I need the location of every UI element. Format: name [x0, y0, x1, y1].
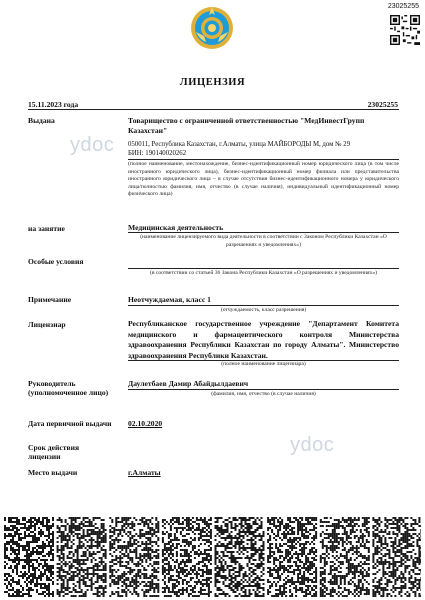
license-title: ЛИЦЕНЗИЯ [179, 77, 246, 88]
issued-note: (полное наименование, местонахождение, бизнес-идентификационный номер юридического лица (в том числе иностранного юридического лица), бизнес-идентификационный номер филиала или представительства иностранного юридического лица – в случае отсутствия бизнес-идентификационного номера у юридического лица/полностью фамилия, имя, отчество (в случае наличия), индивидуальный идентификационный номер физического лица) [128, 161, 399, 198]
watermark-middle: ydoc [290, 434, 335, 456]
special-note: (в соответствии со статьей 36 Закона Республики Казахстан «О разрешениях и уведомлениях») [149, 270, 378, 276]
activity-divider [128, 232, 399, 233]
validity-label: Срок действия [28, 443, 80, 452]
place-label: Место выдачи [28, 468, 78, 477]
issued-label: Выдана [28, 116, 55, 125]
watermark-top: ydoc [70, 134, 115, 156]
state-emblem-icon [190, 6, 234, 50]
first-issue-date: 02.10.2020 [128, 419, 163, 428]
first-issue-label: Дата первичной выдачи [28, 419, 112, 428]
place-value: г.Алматы [128, 468, 161, 477]
barcode-block [4, 517, 54, 597]
barcode-block [162, 517, 212, 597]
head-label: Руководитель [28, 379, 76, 388]
head-name: Даулетбаев Дамир Абайдылдаевич [128, 379, 249, 388]
activity-label: на занятие [28, 224, 65, 233]
remark-divider [128, 305, 399, 306]
security-barcode-strip [4, 517, 421, 597]
barcode-block [267, 517, 317, 597]
issue-date: 15.11.2023 года [28, 100, 79, 109]
licensee-address: 050011, Республика Казахстан, г.Алматы, улица МАЙБОРОДЫ М, дом № 29 [128, 141, 351, 148]
head-note: (фамилия, имя, отчество (в случае наличия) [211, 391, 316, 397]
remark-note: (отчуждаемость, класс разрешения) [220, 307, 307, 313]
remark-value: Неотчуждаемая, класс 1 [128, 295, 211, 304]
special-divider [128, 268, 399, 269]
barcode-block [109, 517, 159, 597]
barcode-block [320, 517, 370, 597]
head-sublabel: (уполномоченное лицо) [28, 388, 109, 397]
activity-note: (наименование лицензируемого вида деятельности в соответствии с Законом Республики Казахстан «О разрешениях и уведомлениях») [140, 234, 387, 248]
document-number-top: 23025255 [387, 3, 419, 10]
activity-value: Медицинская деятельность [128, 223, 224, 232]
licensee-name: Товарищество с ограниченной ответственностью "МедИнвестГрупп Казахстан" [128, 116, 365, 135]
licensor-note: (полное наименование лицензиара) [221, 361, 306, 367]
validity-sublabel: лицензии [28, 452, 61, 461]
license-number: 23025255 [367, 100, 398, 109]
licensor-label: Лицензиар [28, 320, 66, 329]
qr-code-icon [390, 15, 420, 45]
licensee-bin: БИН: 190140020262 [128, 150, 187, 157]
issued-divider [128, 159, 399, 160]
header-divider [28, 109, 399, 110]
barcode-block [372, 517, 421, 597]
special-conditions-label: Особые условия [28, 257, 84, 266]
remark-label: Примечание [28, 295, 72, 304]
barcode-block [215, 517, 265, 597]
licensor-value: Республиканское государственное учреждение "Департамент Комитета медицинского и фармацевтического контроля Министерства здравоохранения Республики Казахстан по городу Алматы". Министерство здравоохранения Республики Казахстан. [128, 319, 399, 360]
barcode-block [57, 517, 107, 597]
head-divider [128, 389, 399, 390]
